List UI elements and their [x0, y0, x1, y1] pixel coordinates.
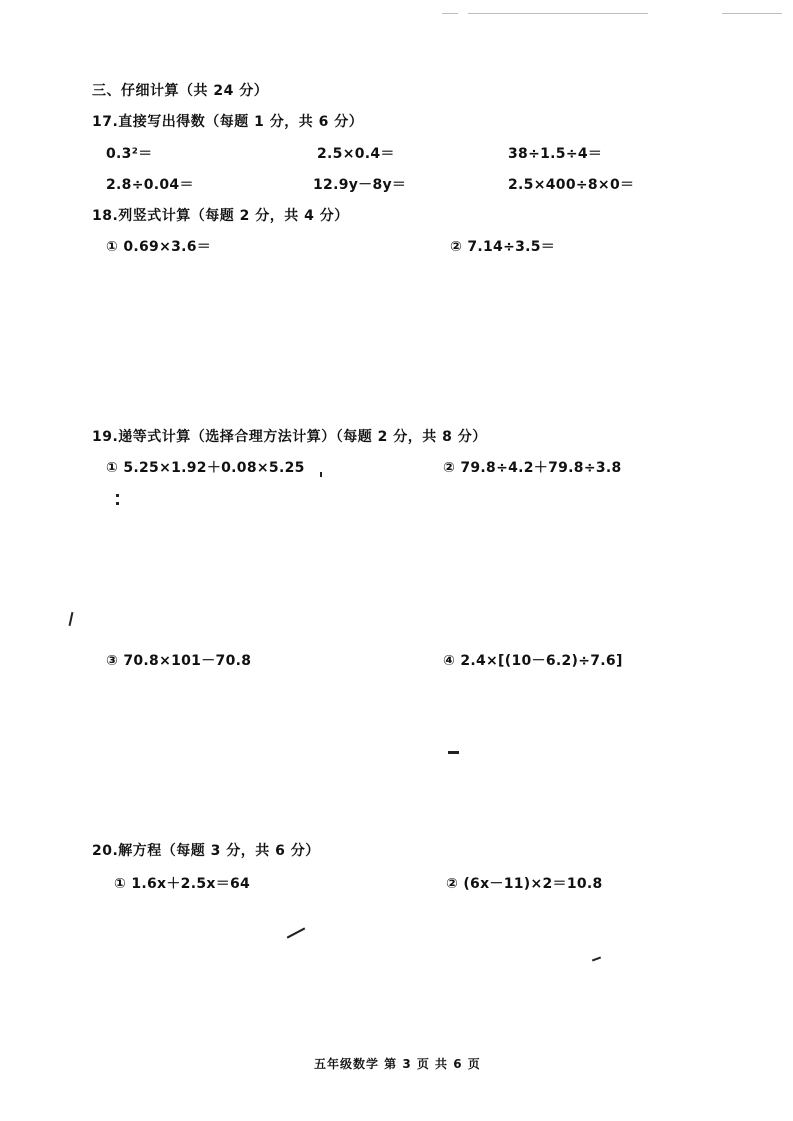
q20-item-1: ① 1.6x＋2.5x＝64 [114, 876, 251, 892]
scan-mark-dash-3 [592, 957, 601, 962]
q19-item-3: ③ 70.8×101－70.8 [106, 653, 252, 669]
q17-item-1: 0.3²＝ [106, 146, 153, 162]
q20-item-2: ② (6x－11)×2＝10.8 [446, 876, 603, 892]
q18-title: 18.列竖式计算（每题 2 分，共 4 分） [92, 208, 349, 224]
q17-item-2: 2.5×0.4＝ [317, 146, 395, 162]
header-rule-right [722, 13, 782, 14]
section-title: 三、仔细计算（共 24 分） [92, 83, 269, 99]
scan-mark-dash-1 [448, 751, 459, 754]
page-footer: 五年级数学 第 3 页 共 6 页 [314, 1057, 481, 1071]
q18-item-2: ② 7.14÷3.5＝ [450, 239, 556, 255]
q19-item-1: ① 5.25×1.92＋0.08×5.25 [106, 460, 305, 476]
scan-mark-dot-2 [116, 502, 119, 505]
scan-mark-slash [69, 612, 74, 626]
header-rule-long [468, 13, 648, 14]
header-rule-short [442, 13, 458, 14]
q20-title: 20.解方程（每题 3 分，共 6 分） [92, 843, 320, 859]
q19-item-4: ④ 2.4×[(10－6.2)÷7.6] [443, 653, 623, 669]
q17-title: 17.直接写出得数（每题 1 分，共 6 分） [92, 114, 364, 130]
scan-mark-tick [320, 472, 322, 477]
q17-item-6: 2.5×400÷8×0＝ [508, 177, 635, 193]
q18-item-1: ① 0.69×3.6＝ [106, 239, 212, 255]
scan-mark-dot-1 [116, 494, 119, 497]
q17-item-3: 38÷1.5÷4＝ [508, 146, 603, 162]
scan-mark-dash-2 [287, 927, 306, 938]
q17-item-4: 2.8÷0.04＝ [106, 177, 194, 193]
q19-title: 19.递等式计算（选择合理方法计算）（每题 2 分，共 8 分） [92, 429, 487, 445]
q17-item-5: 12.9y－8y＝ [313, 177, 407, 193]
q19-item-2: ② 79.8÷4.2＋79.8÷3.8 [443, 460, 622, 476]
